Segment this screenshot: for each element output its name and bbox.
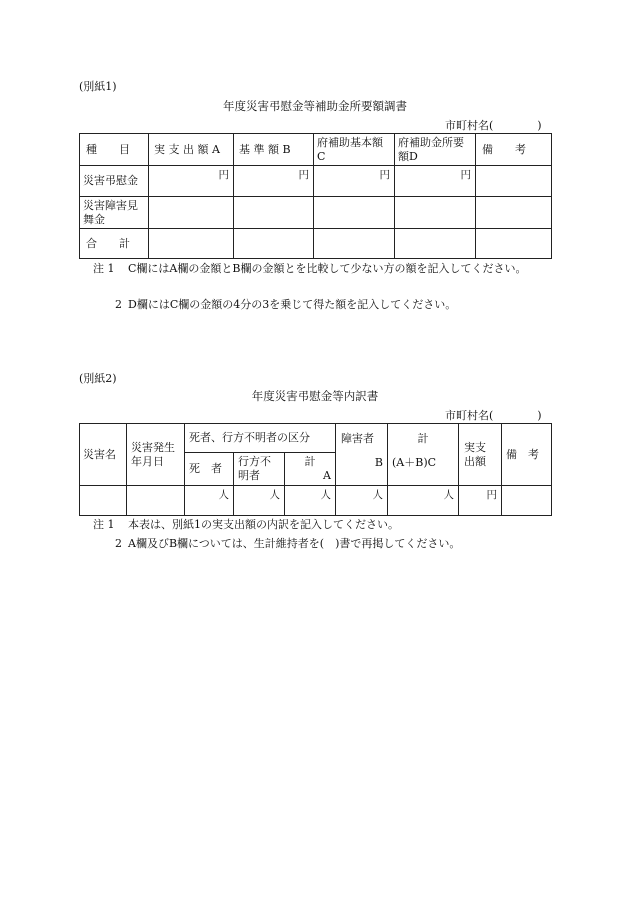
cell-empty bbox=[395, 229, 476, 259]
sheet2-note-2-text: A欄及びB欄については、生計維持者を( )書で再掲してください。 bbox=[128, 537, 461, 550]
row-label: 災害弔慰金 bbox=[80, 166, 149, 197]
cell-empty bbox=[127, 486, 185, 516]
sheet2-note-2-num: 2 bbox=[115, 537, 122, 550]
cell-empty bbox=[149, 229, 234, 259]
sheet2-note-1-text: 本表は、別紙1の実支出額の内訳を記入してください。 bbox=[128, 518, 399, 531]
row-label: 合 計 bbox=[80, 229, 149, 259]
sheet1-label: (別紙1) bbox=[79, 80, 117, 93]
sheet2-table bbox=[79, 423, 552, 516]
header-disaster-name: 災害名 bbox=[80, 424, 127, 486]
cell-unit: 円 bbox=[234, 166, 314, 197]
sheet1-note-1-text: C欄にはA欄の金額とB欄の金額とを比較して少ない方の額を記入してください。 bbox=[128, 262, 527, 275]
cell-empty bbox=[476, 197, 552, 229]
sheet1-note-2-num: 2 bbox=[115, 298, 122, 311]
cell-unit: 円 bbox=[395, 166, 476, 197]
header-missing: 行方不明者 bbox=[234, 453, 285, 486]
header-disaster-date: 災害発生年月日 bbox=[127, 424, 185, 486]
header-col-a: 実 支 出 額 A bbox=[149, 134, 234, 166]
cell-empty bbox=[234, 197, 314, 229]
sheet1-municipality: 市町村名( ) bbox=[445, 119, 542, 132]
header-remarks: 備 考 bbox=[502, 424, 552, 486]
cell-unit: 円 bbox=[149, 166, 234, 197]
cell-empty bbox=[149, 197, 234, 229]
header-col-b: 基 準 額 B bbox=[234, 134, 314, 166]
header-col-c: 府補助基本額C bbox=[314, 134, 395, 166]
cell-empty bbox=[314, 197, 395, 229]
cell-empty bbox=[80, 486, 127, 516]
header-dead-missing-group: 死者、行方不明者の区分 bbox=[185, 424, 336, 453]
header-total: 計 (A＋B)C bbox=[388, 424, 459, 486]
cell-unit: 人 bbox=[185, 486, 234, 516]
row-label: 災害障害見舞金 bbox=[80, 197, 149, 229]
cell-unit: 人 bbox=[336, 486, 388, 516]
cell-empty bbox=[476, 229, 552, 259]
cell-empty bbox=[314, 229, 395, 259]
sheet2-label: (別紙2) bbox=[79, 372, 117, 385]
cell-unit: 人 bbox=[285, 486, 336, 516]
cell-empty bbox=[502, 486, 552, 516]
sheet2-title: 年度災害弔慰金等内訳書 bbox=[251, 389, 379, 403]
cell-unit: 円 bbox=[459, 486, 502, 516]
cell-unit: 円 bbox=[314, 166, 395, 197]
cell-unit: 人 bbox=[388, 486, 459, 516]
header-actual-expenditure: 実支出額 bbox=[459, 424, 502, 486]
sheet1-title: 年度災害弔慰金等補助金所要額調書 bbox=[223, 99, 407, 113]
header-subtotal: 計 A bbox=[285, 453, 336, 486]
sheet2-note-1-num: 注 1 bbox=[93, 518, 115, 531]
header-item: 種 目 bbox=[80, 134, 149, 166]
header-dead: 死 者 bbox=[185, 453, 234, 486]
cell-empty bbox=[476, 166, 552, 197]
header-remarks: 備 考 bbox=[476, 134, 552, 166]
sheet2-municipality: 市町村名( ) bbox=[445, 409, 542, 422]
cell-empty bbox=[395, 197, 476, 229]
sheet1-table bbox=[79, 133, 552, 259]
sheet1-note-2-text: D欄にはC欄の金額の4分の3を乗じて得た額を記入してください。 bbox=[128, 298, 457, 311]
header-injured: 障害者 B bbox=[336, 424, 388, 486]
cell-unit: 人 bbox=[234, 486, 285, 516]
sheet1-note-1-num: 注 1 bbox=[93, 262, 115, 275]
header-col-d: 府補助金所要額D bbox=[395, 134, 476, 166]
cell-empty bbox=[234, 229, 314, 259]
